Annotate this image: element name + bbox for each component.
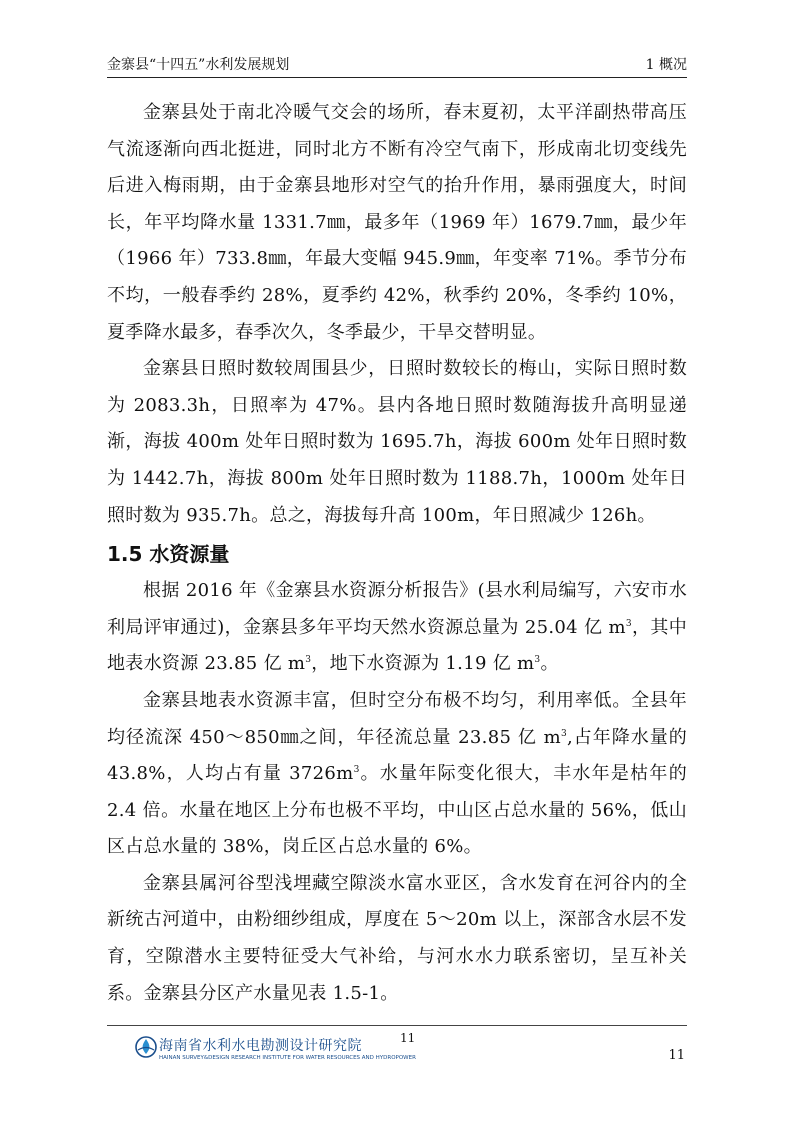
superscript-3: 3: [625, 618, 632, 629]
superscript-3: 3: [561, 728, 568, 739]
text-segment: ,占年降水量的 43.8%，人均占有量 3726m: [107, 726, 687, 785]
text-segment: 根据 2016 年《金寨县水资源分析报告》(县水利局编写，六安市水利局评审通过)，金寨县多年平均天然水资源总量为 25.04 亿 m: [107, 580, 687, 638]
superscript-3: 3: [534, 655, 541, 666]
page-footer: [107, 1025, 687, 1095]
institute-name-english: HAINAN SURVEY&DESIGN RESEARCH INSTITUTE FOR WATER RESOURCES AND HYDROPOWER: [159, 1055, 416, 1061]
superscript-3: 3: [353, 765, 360, 776]
text-segment: 。: [540, 653, 559, 675]
text-segment: 金寨县地表水资源丰富，但时空分布极不均匀，利用率低。全县年均径流深 450～850㎜之间，年径流总量 23.85 亿 m: [107, 689, 687, 748]
text-segment: 。水量年际变化很大，丰水年是枯年的 2.4 倍。水量在地区上分布也极不平均，中山区占总水量的 56%，低山区占总水量的 38%，岗丘区占总水量的 6%。: [107, 763, 687, 858]
paragraph-water-total: [107, 573, 687, 683]
page-number-right: 11: [668, 1048, 685, 1063]
document-body: [107, 95, 687, 1012]
footer-divider: [107, 1025, 687, 1026]
header-title: 金寨县“十四五”水利发展规划: [107, 57, 290, 73]
header-chapter: 1 概况: [645, 57, 687, 73]
paragraph-surface-water: [107, 683, 687, 866]
page-header: [107, 48, 687, 78]
superscript-3: 3: [305, 655, 312, 666]
page-number-center: 11: [400, 1031, 416, 1045]
text-segment: ，地下水资源为 1.19 亿 m: [311, 653, 535, 675]
section-heading: 1.5 水资源量: [107, 542, 230, 567]
text-segment: ，其中地表水资源 23.85 亿 m: [107, 616, 687, 675]
header-divider: [107, 77, 687, 78]
paragraph-sunshine: 金寨县日照时数较周围县少，日照时数较长的梅山，实际日照时数为 2083.3h，日照率为 47%。县内各地日照时数随海拔升高明显递渐，海拔 400m 处年日照时数为 1695.7h，海拔 600m 处年日照时数为 1442.7h，海拔 800m 处年日照时数为 1188.7h，1000m 处年日照时数为 935.7h。总之，海拔每升高 100m，年日照减少 126h。: [107, 358, 687, 526]
institute-name: 海南省水利水电勘测设计研究院: [159, 1038, 362, 1054]
water-drop-logo-icon: [135, 1036, 157, 1058]
paragraph-rainfall: 金寨县处于南北冷暖气交会的场所，春末夏初，太平洋副热带高压气流逐渐向西北挺进，同时北方不断有冷空气南下，形成南北切变线先后进入梅雨期，由于金寨县地形对空气的抬升作用，暴雨强度大，时间长，年平均降水量 1331.7㎜，最多年（1969 年）1679.7㎜，最少年（1966 年）733.8㎜，年最大变幅 945.9㎜，年变率 71%。季节分布不均，一般春季约 28%，夏季约 42%，秋季约 20%，冬季约 10%，夏季降水最多，春季次久，冬季最少，干旱交替明显。: [107, 102, 687, 343]
paragraph-groundwater: 金寨县属河谷型浅埋藏空隙淡水富水亚区，含水发育在河谷内的全新统古河道中，由粉细纱组成，厚度在 5～20m 以上，深部含水层不发育，空隙潜水主要特征受大气补给，与河水水力联系密切，呈互补关系。金寨县分区产水量见表 1.5-1。: [107, 872, 687, 1004]
